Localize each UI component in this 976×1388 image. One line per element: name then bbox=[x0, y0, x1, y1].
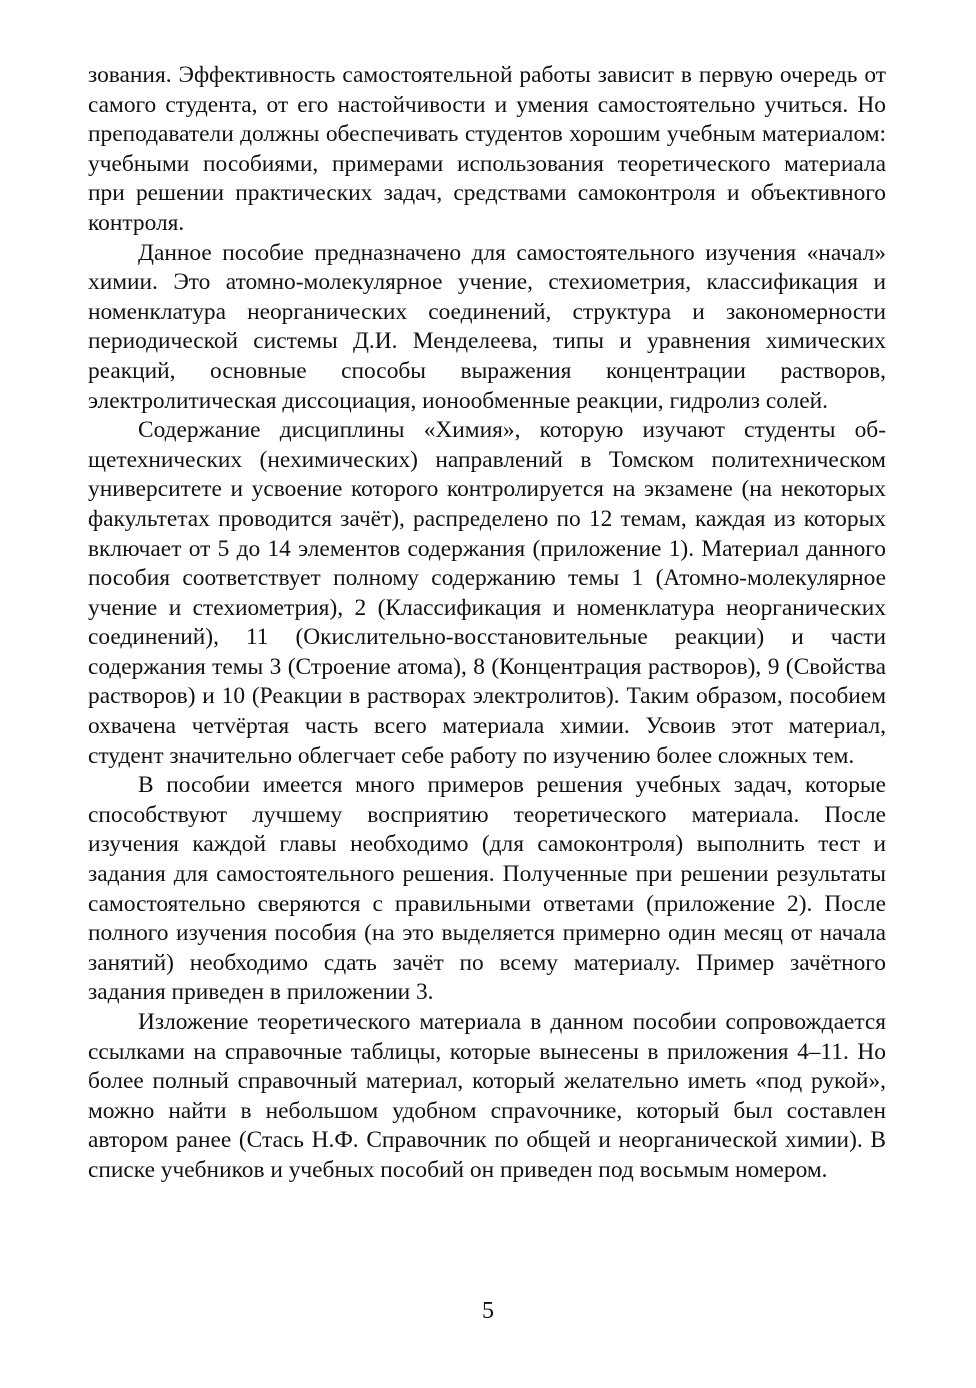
body-text bbox=[88, 61, 886, 1186]
page-number: 5 bbox=[482, 1298, 494, 1324]
paragraph-4: В пособии имеется много примеров решения учебных задач, которые способствуют лучшему восприятию теоретического материала. После изучения каждой главы необходимо (для самоконтроля) выполнить тест и задания для самостоятельного решения. Полученные при решении результаты самостоятельно сверяются с правильными ответами (приложение 2). После полного изучения пособия (на это выделяется примерно один месяц от начала занятий) необходимо сдать зачёт по всему материалу. Пример зачётного задания приведен в приложении 3. bbox=[88, 772, 886, 1006]
paragraph-3: Содержание дисциплины «Химия», которую изучают студенты общетехнических (нехимических) направлений в Томском политехническом университете и усвоение которого контролируется на экзамене (на некоторых факультетах проводится зачёт), распределено по 12 темам, каждая из которых включает от 5 до 14 элементов содержания (приложение 1). Материал данного пособия соответствует полному содержанию темы 1 (Атомно-молекулярное учение и стехиометрия), 2 (Классификация и номенклатура неорганических соединений), 11 (Окислительно-восстановительные реакции) и части содержания темы 3 (Строение атома), 8 (Концентрация растворов), 9 (Свойства растворов) и 10 (Реакции в растворах электролитов). Таким образом, пособием охвачена четvёртая часть всего материала химии. Усвоив этот материал, студент значительно облегчает себе работу по изучению более сложных тем. bbox=[88, 417, 886, 769]
paragraph-5: Изложение теоретического материала в данном пособии сопровождается ссылками на справочные таблицы, которые вынесены в приложения 4–11. Но более полный справочный материал, который желательно иметь «под рукой», можно найти в небольшом удобном спраvочнике, который был составлен автором ранее (Стась Н.Ф. Справочник по общей и неорганической химии). В списке учебников и учебных пособий он приведен под восьмым номером. bbox=[88, 1009, 886, 1183]
paragraph-1: зования. Эффективность самостоятельной работы зависит в первую очередь от самого студента, от его настойчивости и умения самостоятельно учиться. Но преподаватели должны обеспечивать студентов хорошим учебным материалом: учебными пособиями, примерами использования теоретического материала при решении практических задач, средствами самоконтроля и объективного контроля. bbox=[88, 62, 886, 236]
paragraph-2: Данное пособие предназначено для самостоятельного изучения «начал» химии. Это атомно-молекулярное учение, стехиометрия, классификация и номенклатура неорганических соединений, структура и закономерности периодической системы Д.И. Менделеева, типы и уравнения химических реакций, основные способы выражения концентрации растворов, электролитическая диссоциация, ионообменные реакции, гидролиз солей. bbox=[88, 239, 886, 414]
